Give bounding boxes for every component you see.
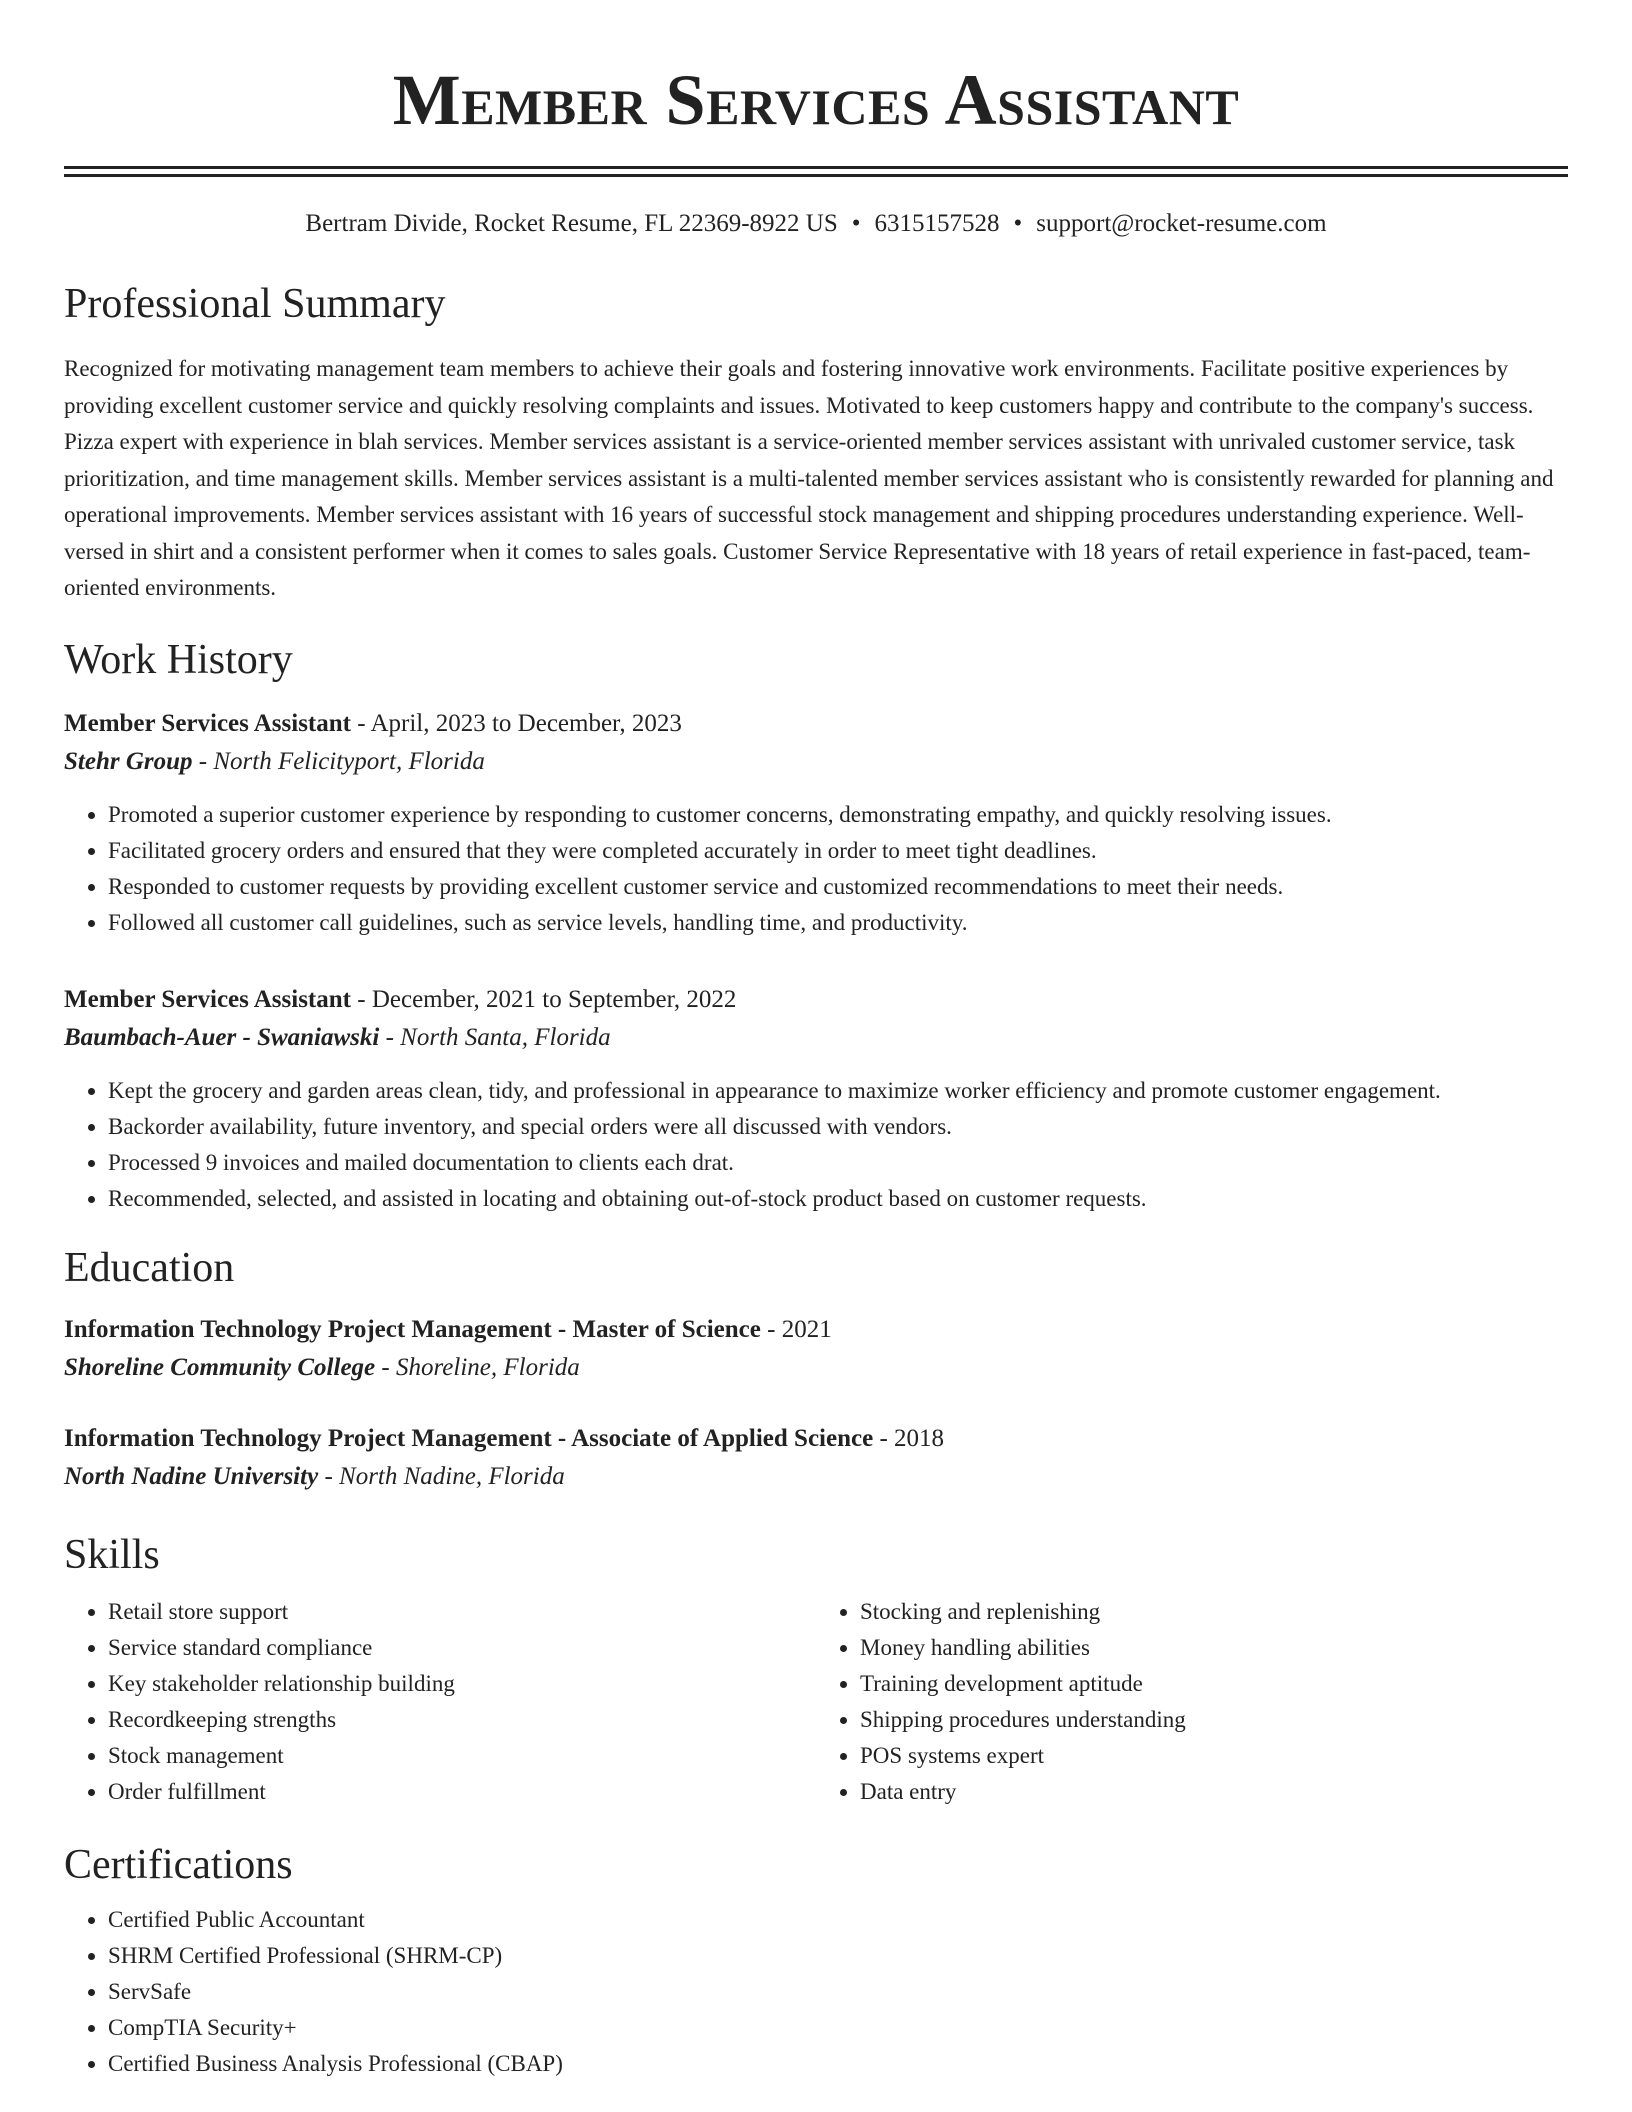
list-item: • Recordkeeping strengths [108,1702,816,1738]
list-item: • ServSafe [108,1974,1568,2010]
degree-name: Information Technology Project Management - Master of Science [64,1315,761,1343]
list-item: • Money handling abilities [860,1630,1568,1666]
job-role: Member Services Assistant [64,709,351,737]
skills-columns [64,1594,1568,1810]
school-location: - North Nadine, Florida [318,1462,565,1490]
school-location: - Shoreline, Florida [375,1353,580,1381]
job-bullets [64,1073,1568,1217]
list-item: • Backorder availability, future inventory, and special orders were all discussed with vendors. [108,1109,1568,1145]
work-history-heading: Work History [64,636,293,683]
degree-year: - 2018 [873,1424,945,1452]
job-entry [64,981,1568,1217]
list-item: • Promoted a superior customer experience by responding to customer concerns, demonstrating empathy, and quickly resolving issues. [108,797,1568,833]
list-item: • Shipping procedures understanding [860,1702,1568,1738]
contact-separator: • [1013,210,1023,237]
certifications-heading: Certifications [64,1841,293,1888]
contact-separator: • [851,210,861,237]
skills-heading: Skills [64,1531,160,1578]
contact-email: support@rocket-resume.com [1036,210,1327,237]
list-item: • Retail store support [108,1594,816,1630]
list-item: • Data entry [860,1774,1568,1810]
list-item: • Stock management [108,1738,816,1774]
school-line [64,1349,1568,1387]
list-item: • SHRM Certified Professional (SHRM-CP) [108,1938,1568,1974]
job-dates: - April, 2023 to December, 2023 [351,709,682,737]
list-item: • Training development aptitude [860,1666,1568,1702]
job-title-line [64,981,1568,1019]
education-entry [64,1311,1568,1387]
job-bullets [64,797,1568,941]
education-entry [64,1420,1568,1496]
contact-line [64,211,1568,236]
list-item: • Order fulfillment [108,1774,816,1810]
list-item: • Responded to customer requests by providing excellent customer service and customized recommendations to meet their needs. [108,869,1568,905]
school-name: Shoreline Community College [64,1353,376,1381]
summary-text: Recognized for motivating management team members to achieve their goals and fostering innovative work environments. Facilitate positive experiences by providing excellent customer service and quickly resolving complaints and issues. Motivated to keep customers happy and contribute to the company's success. Pizza expert with experience in blah services. Member services assistant is a service-oriented member services assistant with unrivaled customer service, task prioritization, and time management skills. Member services assistant is a multi-talented member services assistant who is consistently rewarded for planning and operational improvements. Member services assistant with 16 years of successful stock management and shipping procedures understanding experience. Well-versed in shirt and a consistent performer when it comes to sales goals. Customer Service Representative with 18 years of retail experience in fast-paced, team-oriented environments. [64,356,1554,600]
degree-name: Information Technology Project Management - Associate of Applied Science [64,1424,874,1452]
job-entry [64,705,1568,941]
list-item: • Facilitated grocery orders and ensured that they were completed accurately in order to meet tight deadlines. [108,833,1568,869]
contact-phone: 6315157528 [874,210,1000,237]
list-item: • Stocking and replenishing [860,1594,1568,1630]
school-line [64,1458,1568,1496]
list-item: • POS systems expert [860,1738,1568,1774]
certifications-list [64,1902,1568,2082]
job-title-line [64,705,1568,743]
job-company: Baumbach-Auer - Swaniawski [64,1023,380,1051]
list-item: • CompTIA Security+ [108,2010,1568,2046]
job-company-line [64,743,1568,781]
list-item: • Key stakeholder relationship building [108,1666,816,1702]
job-dates: - December, 2021 to September, 2022 [351,985,737,1013]
job-location: - North Santa, Florida [379,1023,611,1051]
degree-year: - 2021 [760,1315,832,1343]
list-item: • Recommended, selected, and assisted in locating and obtaining out-of-stock product based on customer requests. [108,1181,1568,1217]
header-divider [64,166,1568,177]
list-item: • Kept the grocery and garden areas clean, tidy, and professional in appearance to maximize worker efficiency and promote customer engagement. [108,1073,1568,1109]
list-item: • Service standard compliance [108,1630,816,1666]
list-item: • Followed all customer call guidelines, such as service levels, handling time, and productivity. [108,905,1568,941]
list-item: • Certified Public Accountant [108,1902,1568,1938]
degree-line [64,1311,1568,1349]
candidate-name: Member Services Assistant [392,60,1240,140]
education-heading: Education [64,1244,235,1291]
list-item: • Processed 9 invoices and mailed documentation to clients each drat. [108,1145,1568,1181]
job-location: - North Felicityport, Florida [192,747,485,775]
degree-line [64,1420,1568,1458]
skills-list-left [64,1594,816,1810]
job-company: Stehr Group [64,747,193,775]
list-item: • Certified Business Analysis Professional (CBAP) [108,2046,1568,2082]
job-company-line [64,1019,1568,1057]
school-name: North Nadine University [64,1462,319,1490]
skills-list-right [816,1594,1568,1810]
summary-heading: Professional Summary [64,281,446,327]
job-role: Member Services Assistant [64,985,351,1013]
contact-address: Bertram Divide, Rocket Resume, FL 22369-8922 US [305,210,838,237]
